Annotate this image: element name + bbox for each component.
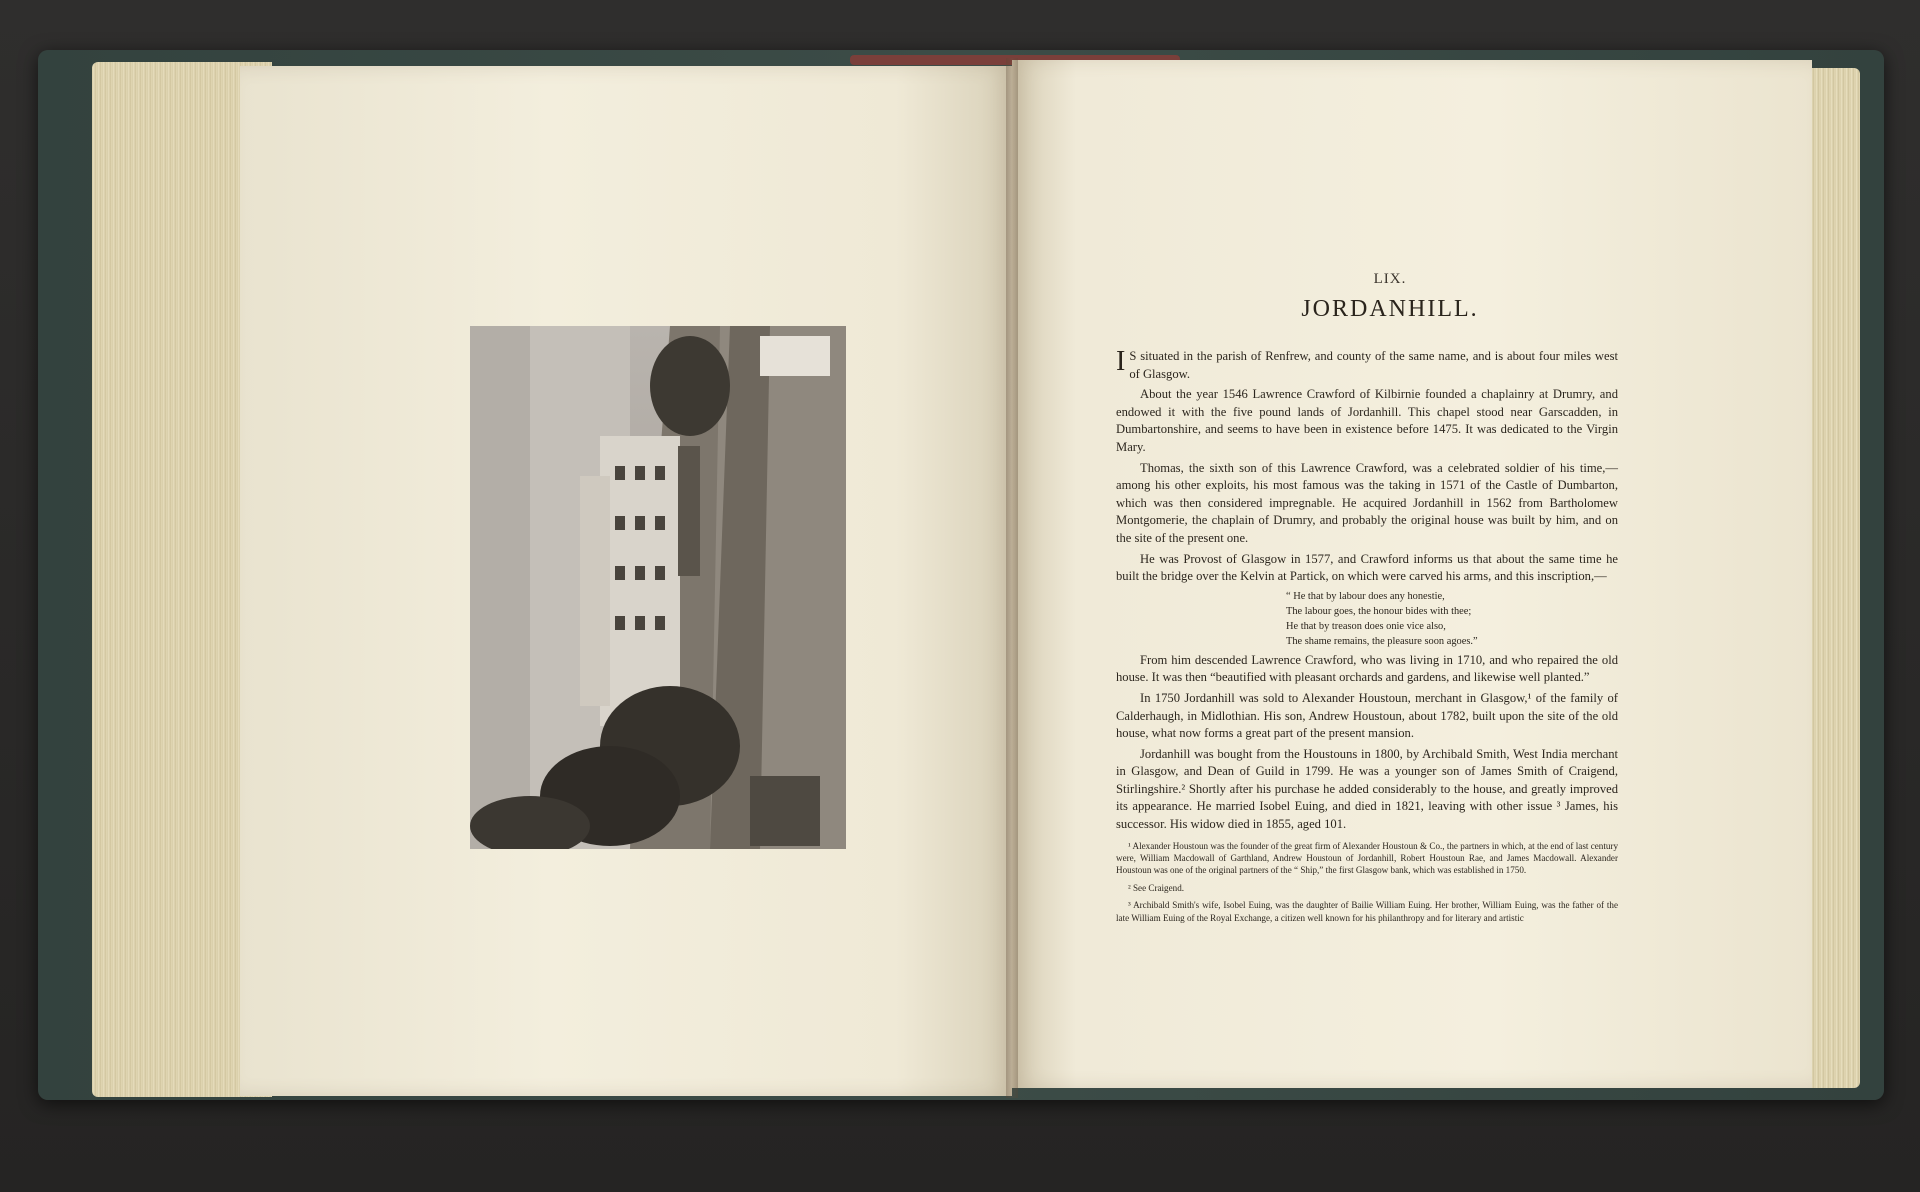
footnotes	[1116, 840, 1618, 924]
paragraph: About the year 1546 Lawrence Crawford of Kilbirnie founded a chaplainry at Drumry, and endowed it with the five pound lands of Jordanhill. This chapel stood near Garscadden, in Dumbartonshire, and seems to have been in existence before 1475. It was dedicated to the Virgin Mary.	[1116, 387, 1618, 454]
paragraph: From him descended Lawrence Crawford, who was living in 1710, and who repaired the old house. It was then “beautified with pleasant orchards and gardens, and likewise well planted.”	[1116, 652, 1618, 685]
paragraph: He was Provost of Glasgow in 1577, and Crawford informs us that about the same time he built the bridge over the Kelvin at Partick, on which were carved his arms, and this inscription,—	[1116, 551, 1618, 584]
photograph-image	[470, 326, 846, 849]
drop-cap: I	[1116, 346, 1126, 377]
verse-line: The shame remains, the pleasure soon agoes.”	[1286, 635, 1478, 647]
paragraph-text: S situated in the parish of Renfrew, and county of the same name, and is about four miles west of Glasgow.	[1129, 349, 1618, 381]
book-gutter	[1006, 58, 1018, 1098]
verse-inscription	[1116, 589, 1618, 649]
footnote: ³ Archibald Smith's wife, Isobel Euing, was the daughter of Bailie William Euing. Her brother, William Euing, was the father of the late William Euing of the Royal Exchange, a citizen well known for his philanthropy and for literary and artistic	[1116, 900, 1618, 923]
body-text	[1116, 348, 1618, 929]
paragraph	[1116, 348, 1618, 383]
chapter-title: JORDANHILL.	[1301, 296, 1479, 322]
footnote: ¹ Alexander Houstoun was the founder of the great firm of Alexander Houstoun & Co., the partners in which, at the end of last century were, William Macdowall of Garthland, Andrew Houstoun of Jordanhill, Robert Houstoun Rae, and James Macdowall. Alexander Houstoun was one of the original partners of the “ Ship,” the first Glasgow bank, which was established in 1750.	[1116, 840, 1618, 876]
chapter-number: LIX.	[1373, 271, 1407, 287]
footnote: ² See Craigend.	[1128, 882, 1185, 893]
verse-line: He that by treason does onie vice also,	[1286, 620, 1446, 632]
verse-line: The labour goes, the honour bides with thee;	[1286, 605, 1472, 617]
house-photograph	[470, 326, 846, 849]
paragraph: Jordanhill was bought from the Houstouns in 1800, by Archibald Smith, West India merchant in Glasgow, and Dean of Guild in 1799. He was a younger son of James Smith of Craigend, Stirlingshire.² Shortly after his purchase he added considerably to the house, and greatly improved its appearance. He married Isobel Euing, and died in 1821, leaving with other issue ³ James, his successor. His widow died in 1855, aged 101.	[1116, 746, 1618, 832]
paragraph: Thomas, the sixth son of this Lawrence Crawford, was a celebrated soldier of his time,— among his other exploits, his most famous was the taking in 1571 of the Castle of Dumbarton, which was then considered impregnable. He acquired Jordanhill in 1562 from Bartholomew Montgomerie, the chaplain of Drumry, and probably the original house was built by him, and on the site of the present one.	[1116, 460, 1618, 545]
paragraph: In 1750 Jordanhill was sold to Alexander Houstoun, merchant in Glasgow,¹ of the family of Calderhaugh, in Midlothian. His son, Andrew Houstoun, about 1782, built upon the site of the old house, what now forms a great part of the present mansion.	[1116, 690, 1618, 741]
verse-line: “ He that by labour does any honestie,	[1286, 590, 1445, 602]
